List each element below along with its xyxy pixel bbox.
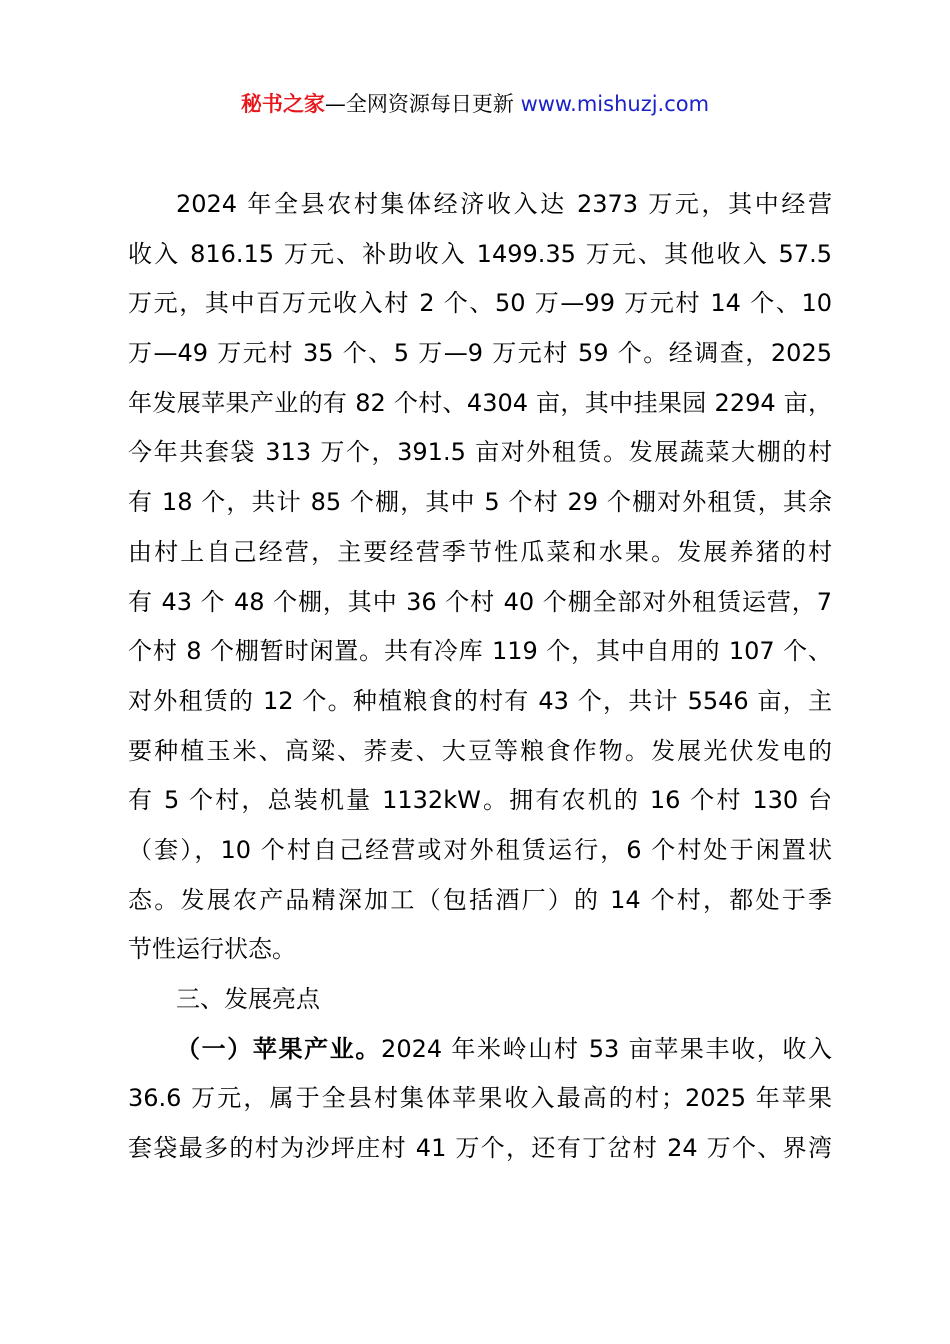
header-tagline: —全网资源每日更新 — [324, 92, 521, 116]
subsection-first-line — [128, 1025, 832, 1075]
site-header — [0, 88, 950, 120]
paragraph-line: 收入 816.15 万元、补助收入 1499.35 万元、其他收入 57.5 — [128, 239, 832, 268]
subsection-text: 2024 年米岭山村 53 亩苹果丰收，收入 — [381, 1034, 832, 1063]
brand-name: 秘书之家 — [240, 92, 325, 116]
section-heading: 三、发展亮点 — [176, 985, 320, 1013]
paragraph-line: 由村上自己经营，主要经营季节性瓜菜和水果。发展养猪的村 — [128, 537, 832, 566]
paragraph-line: 对外租赁的 12 个。种植粮食的村有 43 个，共计 5546 亩，主 — [128, 686, 832, 715]
paragraph-line: 今年共套袋 313 万个，391.5 亩对外租赁。发展蔬菜大棚的村 — [128, 438, 832, 467]
site-url-link[interactable]: www.mishuzj.com — [520, 92, 710, 116]
paragraph-line: 有 18 个，共计 85 个棚，其中 5 个村 29 个棚对外租赁，其余 — [128, 488, 832, 517]
paragraph-line: 36.6 万元，属于全县村集体苹果收入最高的村；2025 年苹果 — [128, 1084, 832, 1113]
paragraph-line: 有 5 个村，总装机量 1132kW。拥有农机的 16 个村 130 台 — [128, 786, 832, 815]
paragraph-line: 万—49 万元村 35 个、5 万—9 万元村 59 个。经调查，2025 — [128, 339, 832, 368]
paragraph-line: 万元，其中百万元收入村 2 个、50 万—99 万元村 14 个、10 — [128, 289, 832, 318]
paragraph-line: 年发展苹果产业的有 82 个村、4304 亩，其中挂果园 2294 亩， — [128, 388, 832, 417]
paragraph-line: （套），10 个村自己经营或对外租赁运行，6 个村处于闲置状 — [128, 835, 832, 864]
paragraph-line: 节性运行状态。 — [128, 935, 296, 964]
paragraph-line: 要种植玉米、高粱、荞麦、大豆等粮食作物。发展光伏发电的 — [128, 736, 832, 765]
paragraph-line: 态。发展农产品精深加工（包括酒厂）的 14 个村，都处于季 — [128, 885, 832, 914]
paragraph-line: 个村 8 个棚暂时闲置。共有冷库 119 个，其中自用的 107 个、 — [128, 637, 832, 666]
subsection-title: （一）苹果产业。 — [176, 1034, 382, 1063]
paragraph-line: 2024 年全县农村集体经济收入达 2373 万元，其中经营 — [176, 190, 832, 218]
paragraph-line: 套袋最多的村为沙坪庄村 41 万个，还有丁岔村 24 万个、界湾 — [128, 1134, 832, 1163]
document-body — [128, 180, 832, 1174]
paragraph-line: 有 43 个 48 个棚，其中 36 个村 40 个棚全部对外租赁运营，7 — [128, 587, 832, 616]
